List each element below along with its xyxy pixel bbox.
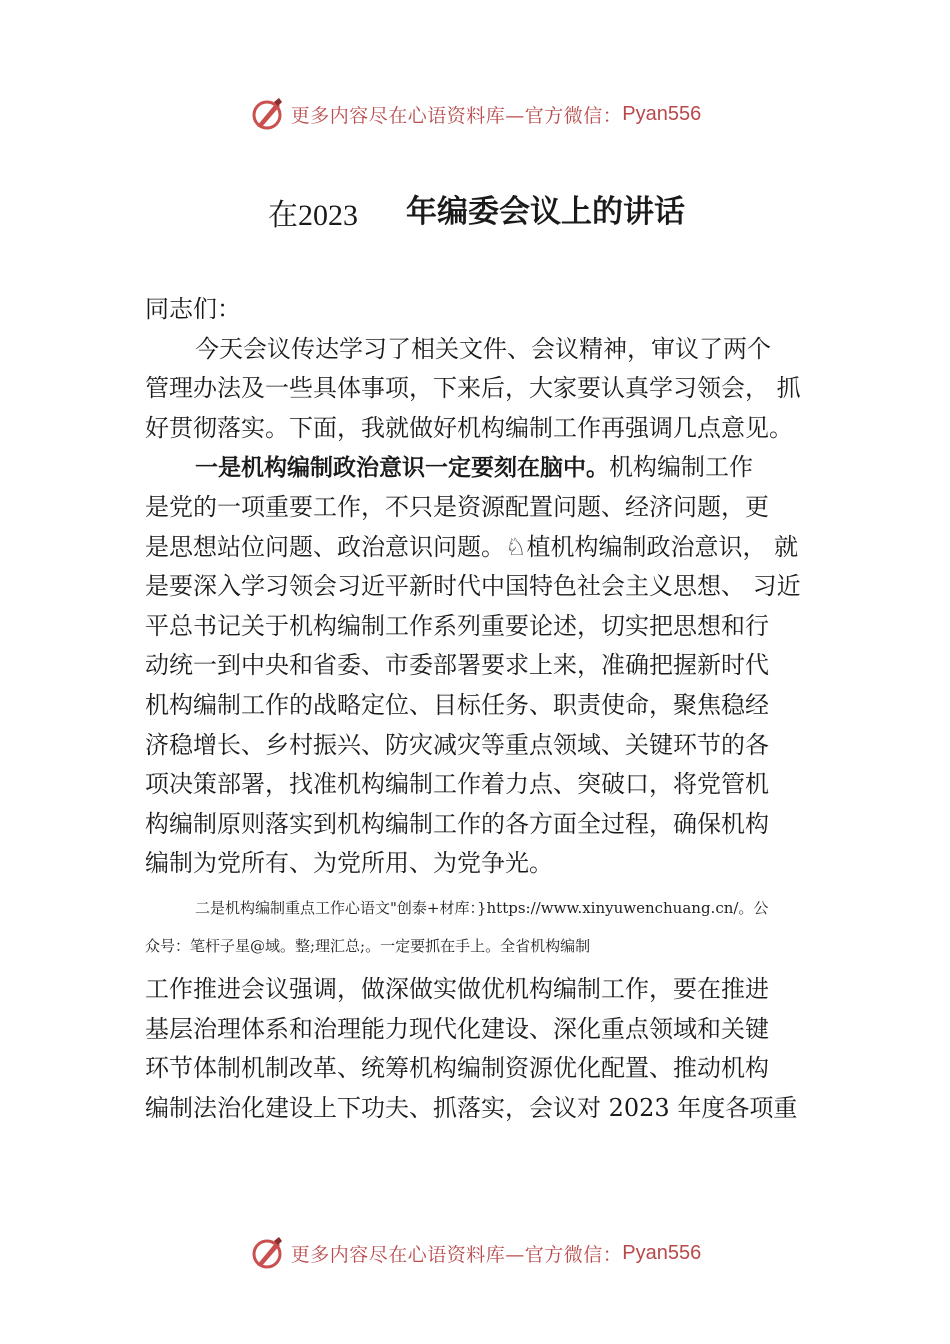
header-banner: [0, 92, 950, 136]
title-text: 年编委会议上的讲话: [406, 194, 685, 230]
paragraph-2-heading: 一是机构编制政治意识一定要刻在脑中。: [195, 455, 609, 482]
paragraph-2-line: 平总书记关于机构编制工作系列重要论述，切实把思想和行: [145, 611, 769, 640]
banner-wechat-id: Pyan556: [622, 1241, 702, 1264]
paragraph-2-line: 动统一到中央和省委、市委部署要求上来，准确把握新时代: [145, 651, 769, 680]
document-title: [0, 186, 950, 234]
paragraph-2-line-1: [145, 448, 815, 488]
banner-text: 更多内容尽在心语资料库—官方微信：: [290, 104, 623, 127]
paragraph-2-line: 是党的一项重要工作，不只是资源配置问题、经济问题，更: [145, 492, 769, 521]
banner-wechat-id: Pyan556: [622, 102, 702, 125]
paragraph-3: [145, 970, 815, 1128]
paragraph-2-line: 是要深入学习领会习近平新时代中国特色社会主义思想、 习近: [145, 572, 801, 601]
paragraph-1-line-2: 管理办法及一些具体事项，下来后，大家要认真学习领会， 抓: [145, 374, 801, 403]
footer-banner: [0, 1231, 950, 1275]
paragraph-1-line-3: 好贯彻落实。下面，我就做好机构编制工作再强调几点意见。: [145, 413, 793, 442]
document-body: [145, 290, 815, 1128]
paragraph-2-line: 编制为党所有、为党所用、为党争光。: [145, 849, 553, 878]
paragraph-3-line: 环节体制机制改革、统筹机构编制资源优化配置、推动机构: [145, 1054, 769, 1083]
paragraph-2-line: 构编制原则落实到机构编制工作的各方面全过程，确保机构: [145, 809, 769, 838]
paragraph-2-line: 是思想站位问题、政治意识问题。♘植机构编制政治意识， 就: [145, 532, 799, 561]
small-text-line-1: 二是机构编制重点工作心语文"创泰+材库：}https://www.xinyuwenchuang.cn/。公: [195, 898, 769, 917]
title-year: 在2023: [268, 199, 358, 232]
banner-text: 更多内容尽在心语资料库—官方微信：: [290, 1243, 623, 1266]
paragraph-3-line: 工作推进会议强调，做深做实做优机构编制工作，要在推进: [145, 974, 769, 1003]
small-text-line-2: 众号：笔杆子星@域。整;理汇总;。一定要抓在手上。全省机构编制: [145, 936, 591, 955]
paragraph-2-first-rest: 机构编制工作: [609, 453, 753, 482]
greeting: 同志们：: [145, 295, 241, 323]
brush-logo-icon: [249, 1235, 285, 1271]
paragraph-3-line: 编制法治化建设上下功夫、抓落实，会议对 2023 年度各项重: [145, 1093, 798, 1122]
paragraph-2-line: 项决策部署，找准机构编制工作着力点、突破口，将党管机: [145, 770, 769, 799]
paragraph-2-line: 济稳增长、乡村振兴、防灾减灾等重点领域、关键环节的各: [145, 730, 769, 759]
paragraph-1-line-1: 今天会议传达学习了相关文件、会议精神，审议了两个: [195, 334, 771, 363]
brush-logo-icon: [249, 96, 285, 132]
paragraph-2-line: 机构编制工作的战略定位、目标任务、职责使命，聚焦稳经: [145, 690, 769, 719]
paragraph-3-line: 基层治理体系和治理能力现代化建设、深化重点领域和关键: [145, 1014, 769, 1043]
